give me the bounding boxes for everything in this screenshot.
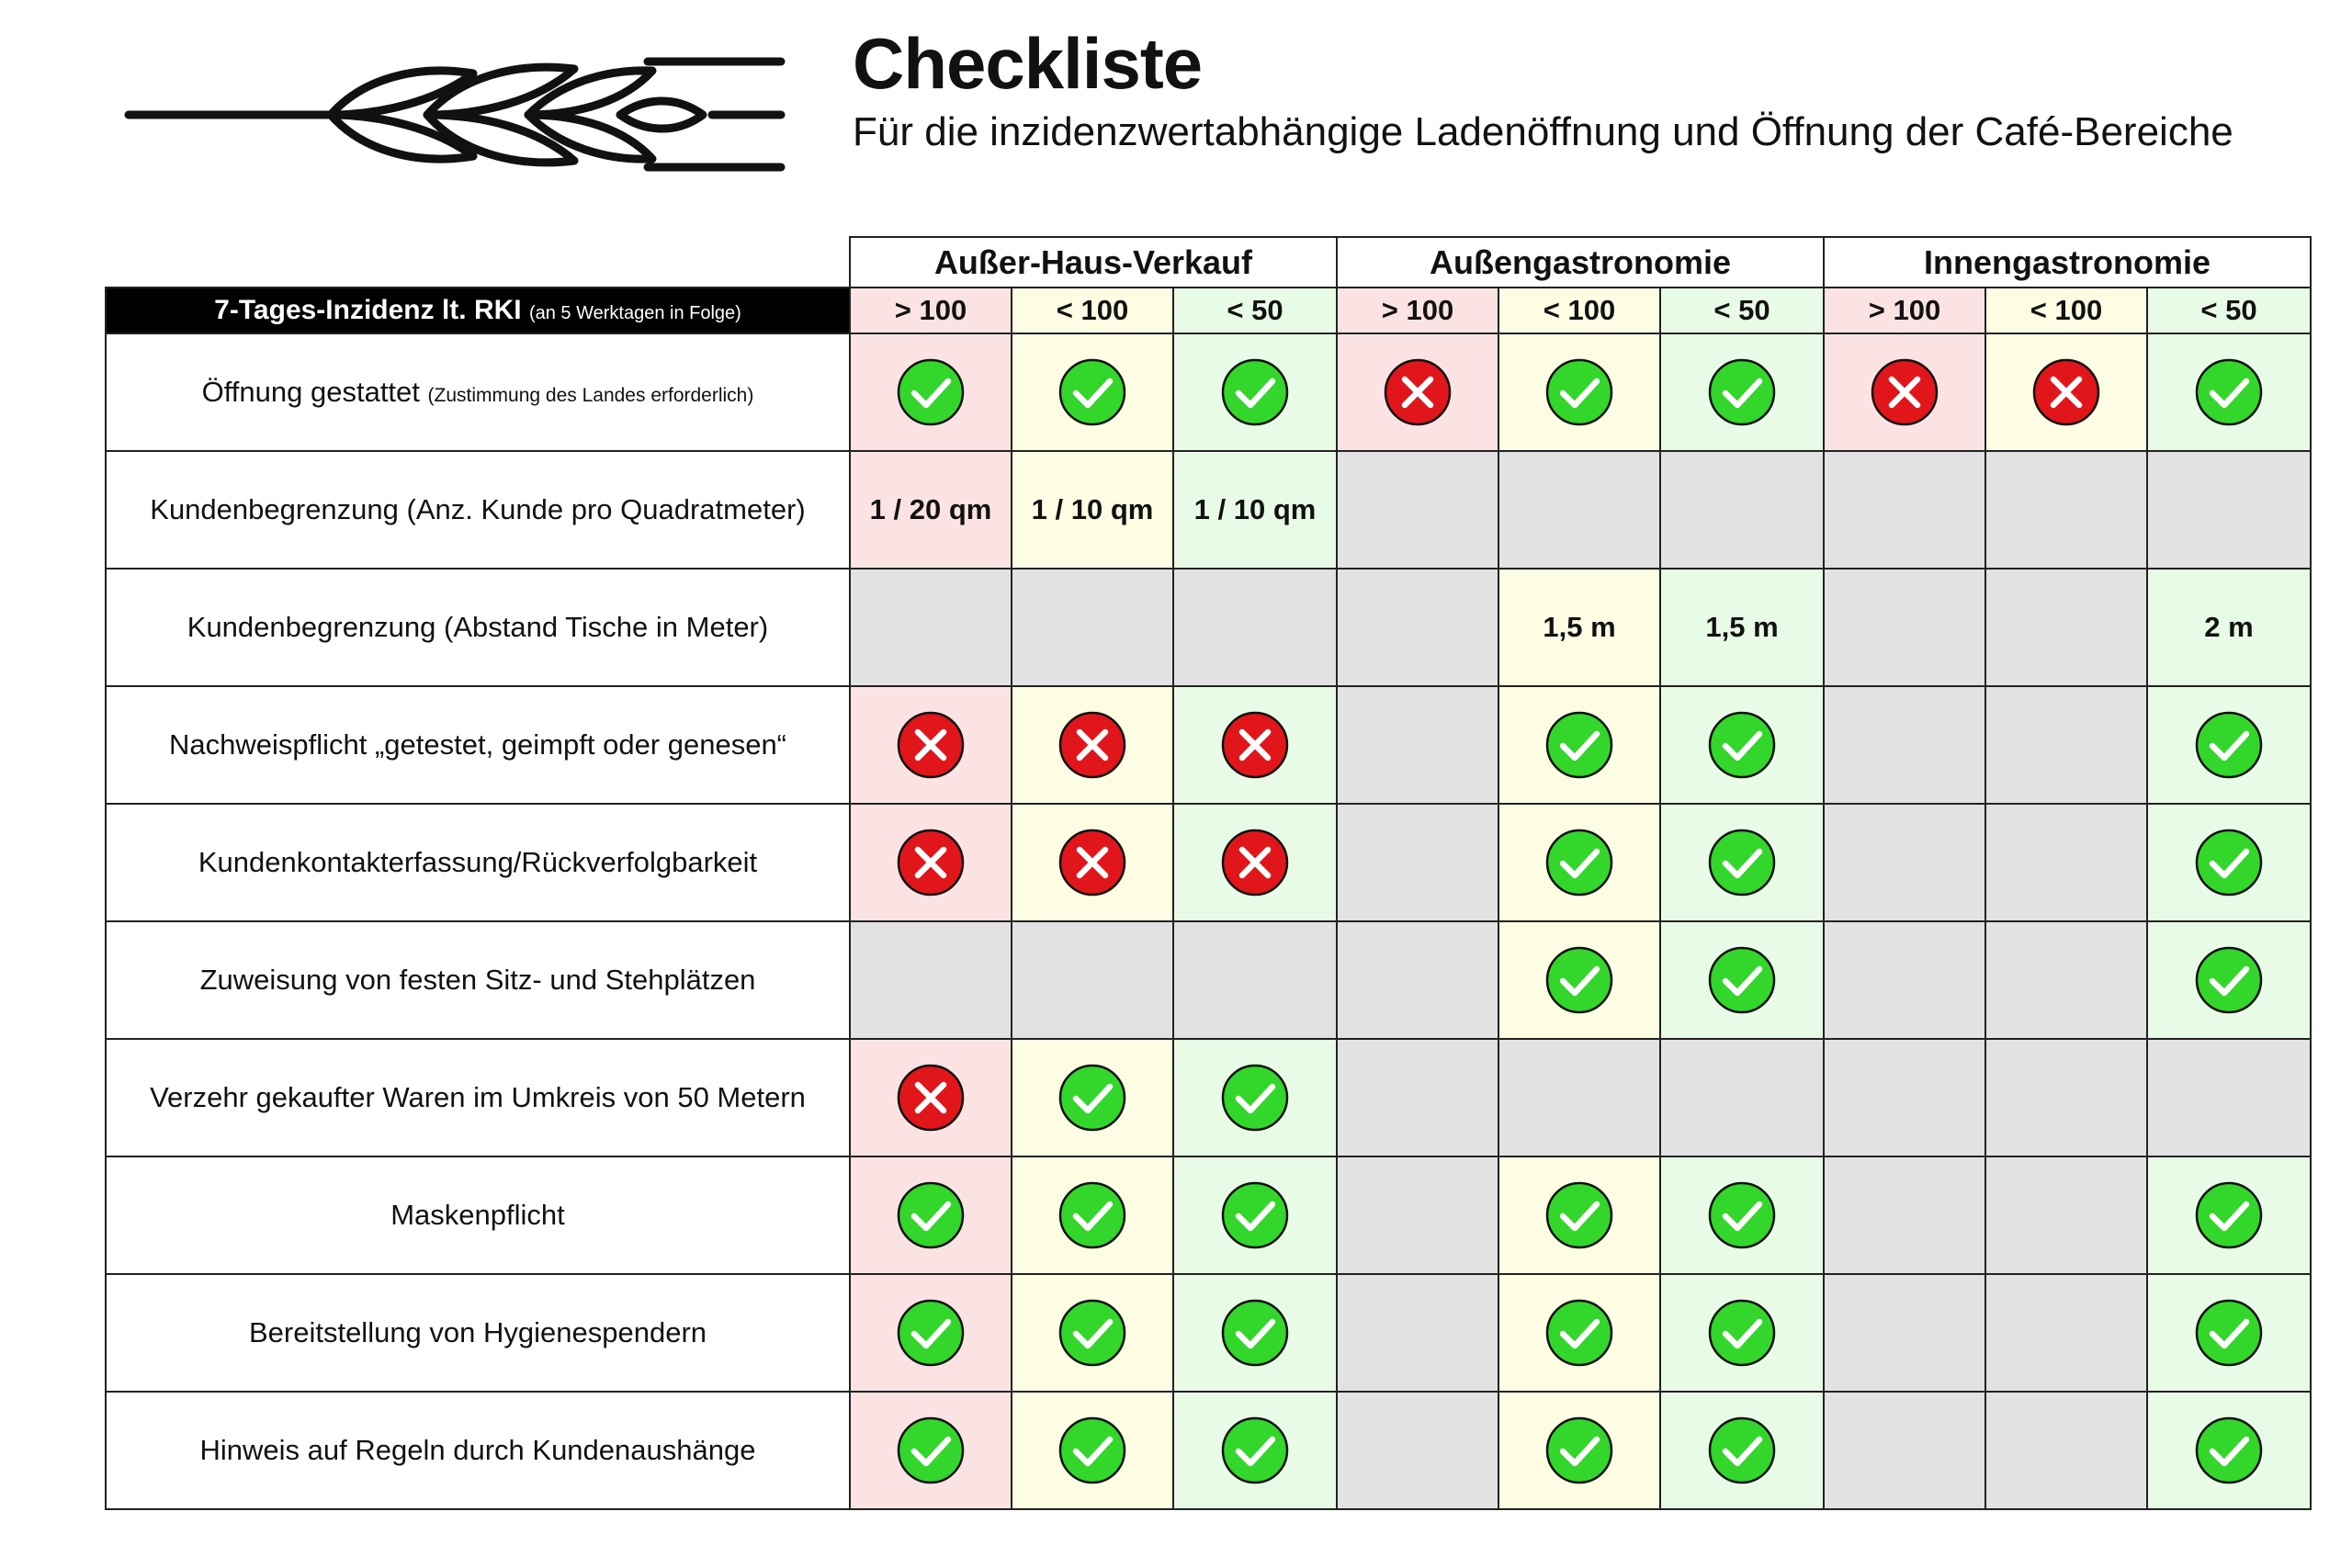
cross-icon xyxy=(1870,357,1939,427)
check-icon xyxy=(1544,1298,1614,1368)
status-cell xyxy=(2147,804,2311,921)
empty-cell xyxy=(1660,1039,1824,1156)
row-label-text: Öffnung gestattet xyxy=(201,376,420,408)
check-icon xyxy=(1544,1416,1614,1485)
status-cell xyxy=(1012,333,1173,451)
empty-cell xyxy=(1985,686,2147,804)
value-cell: 1 / 10 qm xyxy=(1012,451,1173,569)
cross-icon xyxy=(1220,828,1290,897)
empty-cell xyxy=(1985,1392,2147,1509)
group-header-innengastronomie: Innengastronomie xyxy=(1824,237,2311,288)
status-cell xyxy=(1498,1156,1660,1274)
status-cell xyxy=(1012,1274,1173,1392)
group-header-aussengastronomie: Außengastronomie xyxy=(1337,237,1824,288)
row-label xyxy=(106,1392,850,1509)
check-icon xyxy=(1220,1063,1290,1133)
row-label-text: Kundenbegrenzung (Abstand Tische in Meter) xyxy=(187,611,769,643)
check-icon xyxy=(1544,1180,1614,1250)
empty-cell xyxy=(1337,686,1498,804)
status-cell xyxy=(1012,1156,1173,1274)
row-label-text: Bereitstellung von Hygienespendern xyxy=(248,1316,707,1348)
check-icon xyxy=(2194,710,2264,780)
empty-cell xyxy=(1985,1156,2147,1274)
table-row xyxy=(106,333,2311,451)
row-label xyxy=(106,451,850,569)
cross-icon xyxy=(896,1063,966,1133)
incidence-subheader: < 100 xyxy=(1498,288,1660,333)
cross-icon xyxy=(1057,828,1127,897)
cross-icon xyxy=(896,710,966,780)
incidence-subheader: > 100 xyxy=(850,288,1012,333)
row-label xyxy=(106,804,850,921)
status-cell xyxy=(1498,1274,1660,1392)
empty-cell xyxy=(2147,451,2311,569)
empty-cell xyxy=(1337,921,1498,1039)
check-icon xyxy=(1220,1298,1290,1368)
status-cell xyxy=(850,1039,1012,1156)
row-label xyxy=(106,686,850,804)
status-cell xyxy=(1012,1039,1173,1156)
row-label-text: Kundenkontakterfassung/Rückverfolgbarkeit xyxy=(198,846,758,878)
check-icon xyxy=(896,1416,966,1485)
status-cell xyxy=(1498,921,1660,1039)
status-cell xyxy=(850,686,1012,804)
empty-cell xyxy=(1985,451,2147,569)
check-icon xyxy=(1057,1416,1127,1485)
check-icon xyxy=(2194,945,2264,1015)
row-label xyxy=(106,1039,850,1156)
value-cell: 1,5 m xyxy=(1498,569,1660,686)
row-label xyxy=(106,333,850,451)
status-cell xyxy=(1660,333,1824,451)
status-cell xyxy=(1173,804,1337,921)
row-label-note: (Zustimmung des Landes erforderlich) xyxy=(427,385,754,406)
status-cell xyxy=(1498,686,1660,804)
status-cell xyxy=(850,1274,1012,1392)
row-label-text: Nachweispflicht „getestet, geimpft oder genesen“ xyxy=(168,728,787,761)
check-icon xyxy=(1057,1298,1127,1368)
status-cell xyxy=(2147,1274,2311,1392)
cross-icon xyxy=(1383,357,1453,427)
empty-cell xyxy=(1985,569,2147,686)
empty-cell xyxy=(1173,569,1337,686)
status-cell xyxy=(1660,686,1824,804)
empty-cell xyxy=(1985,921,2147,1039)
check-icon xyxy=(2194,357,2264,427)
status-cell xyxy=(1824,333,1985,451)
check-icon xyxy=(1544,945,1614,1015)
value-cell: 1 / 20 qm xyxy=(850,451,1012,569)
check-icon xyxy=(1707,1416,1777,1485)
empty-cell xyxy=(1337,1392,1498,1509)
empty-cell xyxy=(1012,569,1173,686)
header-spacer xyxy=(106,237,850,288)
incidence-header-row xyxy=(106,288,2311,333)
table-row xyxy=(106,921,2311,1039)
value-cell: 2 m xyxy=(2147,569,2311,686)
empty-cell xyxy=(850,569,1012,686)
check-icon xyxy=(1057,1063,1127,1133)
empty-cell xyxy=(1985,1274,2147,1392)
check-icon xyxy=(1220,1416,1290,1485)
status-cell xyxy=(1660,1274,1824,1392)
check-icon xyxy=(896,1180,966,1250)
page-title: Checkliste xyxy=(853,23,1203,104)
cross-icon xyxy=(896,828,966,897)
check-icon xyxy=(1057,357,1127,427)
status-cell xyxy=(1173,1392,1337,1509)
empty-cell xyxy=(1337,1156,1498,1274)
check-icon xyxy=(896,1298,966,1368)
empty-cell xyxy=(1824,1274,1985,1392)
incidence-subheader: < 50 xyxy=(1660,288,1824,333)
value-cell: 1 / 10 qm xyxy=(1173,451,1337,569)
status-cell xyxy=(2147,686,2311,804)
status-cell xyxy=(1173,686,1337,804)
empty-cell xyxy=(1337,804,1498,921)
status-cell xyxy=(1985,333,2147,451)
row-label xyxy=(106,921,850,1039)
incidence-subheader: > 100 xyxy=(1824,288,1985,333)
check-icon xyxy=(1707,710,1777,780)
empty-cell xyxy=(1824,1039,1985,1156)
empty-cell xyxy=(850,921,1012,1039)
table-row xyxy=(106,804,2311,921)
check-icon xyxy=(2194,1180,2264,1250)
table-row xyxy=(106,451,2311,569)
check-icon xyxy=(1544,828,1614,897)
status-cell xyxy=(1498,804,1660,921)
cross-icon xyxy=(2031,357,2101,427)
check-icon xyxy=(896,357,966,427)
row-label xyxy=(106,1274,850,1392)
empty-cell xyxy=(1337,1274,1498,1392)
empty-cell xyxy=(1824,569,1985,686)
check-icon xyxy=(1707,828,1777,897)
status-cell xyxy=(2147,921,2311,1039)
incidence-note: (an 5 Werktagen in Folge) xyxy=(528,303,741,323)
empty-cell xyxy=(1824,686,1985,804)
status-cell xyxy=(850,804,1012,921)
empty-cell xyxy=(1824,1392,1985,1509)
check-icon xyxy=(1707,1180,1777,1250)
checklist-table xyxy=(105,236,2312,1510)
group-header-ausser-haus: Außer-Haus-Verkauf xyxy=(850,237,1337,288)
status-cell xyxy=(1173,1274,1337,1392)
empty-cell xyxy=(1660,451,1824,569)
status-cell xyxy=(2147,333,2311,451)
check-icon xyxy=(2194,1416,2264,1485)
incidence-subheader: < 50 xyxy=(1173,288,1337,333)
check-icon xyxy=(1544,710,1614,780)
status-cell xyxy=(850,1392,1012,1509)
incidence-label-text: 7-Tages-Inzidenz lt. RKI xyxy=(214,295,522,325)
status-cell xyxy=(1173,333,1337,451)
status-cell xyxy=(1660,1156,1824,1274)
empty-cell xyxy=(1498,451,1660,569)
check-icon xyxy=(1544,357,1614,427)
table-row xyxy=(106,569,2311,686)
check-icon xyxy=(1220,357,1290,427)
incidence-subheader: < 100 xyxy=(1985,288,2147,333)
status-cell xyxy=(1337,333,1498,451)
cross-icon xyxy=(1057,710,1127,780)
cross-icon xyxy=(1220,710,1290,780)
empty-cell xyxy=(2147,1039,2311,1156)
empty-cell xyxy=(1337,1039,1498,1156)
empty-cell xyxy=(1824,1156,1985,1274)
row-label-text: Hinweis auf Regeln durch Kundenaushänge xyxy=(199,1434,756,1466)
status-cell xyxy=(1660,804,1824,921)
table-row xyxy=(106,1039,2311,1156)
table-row xyxy=(106,1156,2311,1274)
row-label-text: Verzehr gekaufter Waren im Umkreis von 50 Metern xyxy=(150,1081,806,1113)
empty-cell xyxy=(1824,804,1985,921)
empty-cell xyxy=(1824,451,1985,569)
incidence-label xyxy=(106,288,850,333)
check-icon xyxy=(1220,1180,1290,1250)
row-label-text: Kundenbegrenzung (Anz. Kunde pro Quadratmeter) xyxy=(150,493,806,525)
status-cell xyxy=(1012,1392,1173,1509)
table-row xyxy=(106,1392,2311,1509)
status-cell xyxy=(2147,1156,2311,1274)
incidence-subheader: < 50 xyxy=(2147,288,2311,333)
empty-cell xyxy=(1985,804,2147,921)
page-subtitle: Für die inzidenzwertabhängige Ladenöffnung und Öffnung der Café-Bereiche xyxy=(853,109,2233,154)
empty-cell xyxy=(1824,921,1985,1039)
empty-cell xyxy=(1337,569,1498,686)
check-icon xyxy=(2194,1298,2264,1368)
group-header-row xyxy=(106,237,2311,288)
status-cell xyxy=(2147,1392,2311,1509)
status-cell xyxy=(850,1156,1012,1274)
empty-cell xyxy=(1985,1039,2147,1156)
row-label-text: Maskenpflicht xyxy=(390,1199,565,1231)
status-cell xyxy=(1012,686,1173,804)
empty-cell xyxy=(1498,1039,1660,1156)
incidence-subheader: < 100 xyxy=(1012,288,1173,333)
row-label xyxy=(106,1156,850,1274)
check-icon xyxy=(1057,1180,1127,1250)
row-label-text: Zuweisung von festen Sitz- und Stehplätzen xyxy=(199,964,756,996)
empty-cell xyxy=(1173,921,1337,1039)
status-cell xyxy=(1660,921,1824,1039)
check-icon xyxy=(1707,357,1777,427)
empty-cell xyxy=(1337,451,1498,569)
check-icon xyxy=(1707,945,1777,1015)
row-label xyxy=(106,569,850,686)
status-cell xyxy=(1012,804,1173,921)
wheat-icon xyxy=(124,51,790,179)
table-row xyxy=(106,1274,2311,1392)
status-cell xyxy=(1173,1039,1337,1156)
value-cell: 1,5 m xyxy=(1660,569,1824,686)
status-cell xyxy=(1173,1156,1337,1274)
incidence-subheader: > 100 xyxy=(1337,288,1498,333)
status-cell xyxy=(1660,1392,1824,1509)
empty-cell xyxy=(1012,921,1173,1039)
status-cell xyxy=(1498,1392,1660,1509)
table-row xyxy=(106,686,2311,804)
check-icon xyxy=(1707,1298,1777,1368)
status-cell xyxy=(850,333,1012,451)
status-cell xyxy=(1498,333,1660,451)
check-icon xyxy=(2194,828,2264,897)
